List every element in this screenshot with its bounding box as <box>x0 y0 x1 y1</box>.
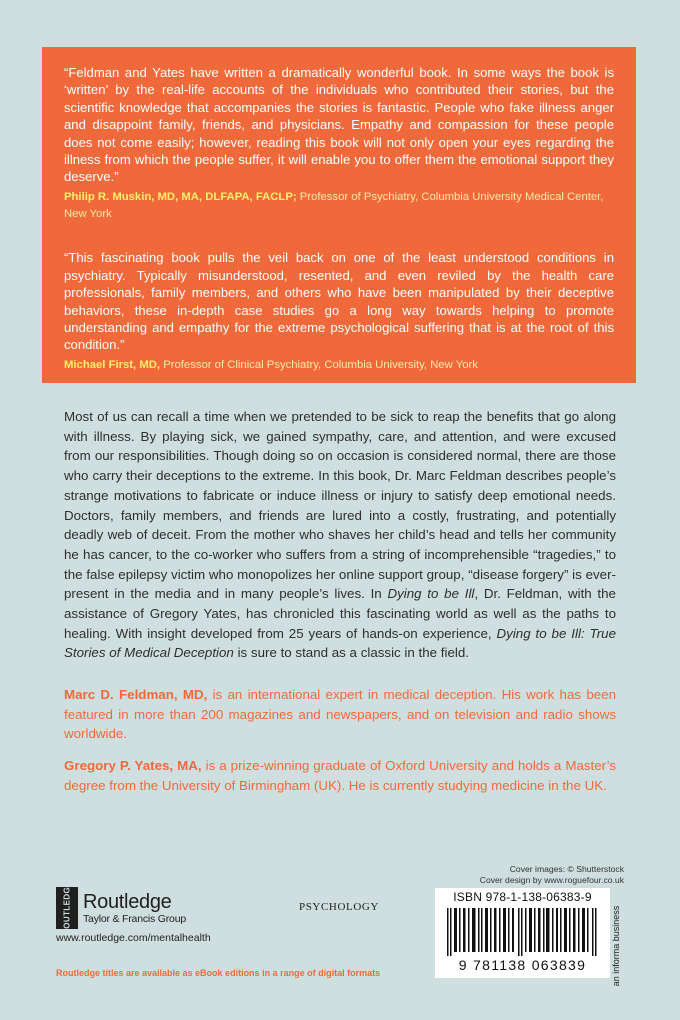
informa-text: an informa business <box>611 905 621 987</box>
endorser-name: Michael First, MD, <box>64 358 161 371</box>
barcode-bars <box>445 908 600 956</box>
description-text: is sure to stand as a classic in the field. <box>233 645 469 661</box>
isbn-barcode <box>435 888 610 978</box>
logo-mark-text: ROUTLEDGE <box>62 881 72 935</box>
publisher-website: www.routledge.com/mentalhealth <box>56 932 211 944</box>
routledge-logo-icon <box>56 881 78 935</box>
book-description <box>64 407 616 663</box>
cover-design-credit: Cover design by www.roguefour.co.uk <box>479 875 624 885</box>
endorser-affiliation: Professor of Psychiatry, Columbia University Medical Center, New York <box>64 190 604 220</box>
endorser-name: Philip R. Muskin, MD, MA, DLFAPA, FACLP; <box>64 190 297 203</box>
description-text: Most of us can recall a time when we pretended to be sick to reap the benefits that go along with illness. By playing sick, we gained sympathy, care, and attention, and were excused from our responsibilities. Though doing so on occasion is considered normal, there are those who carry their deceptions to the extreme. In this book, Dr. Marc Feldman describes people’s strange motivations to fabricate or induce illness or injury to satisfy deep emotional needs. Doctors, family members, and friends are lured into a costly, frustrating, and potentially deadly web of deceit. From the mother who shaves her child’s head and tells her community he has cancer, to the co-worker who suffers from a string of incomprehensible “tragedies,” to the false epilepsy victim who monopolizes her online support group, “disease forgery” is ever-present in the media and in many people’s lives. In <box>64 409 616 602</box>
author-bio-text: is a prize-winning graduate of Oxford University and holds a Master’s degree from the University of Birmingham (UK). He is currently studying medicine in the UK. <box>64 758 616 793</box>
endorsement-quote: “This fascinating book pulls the veil back on one of the least understood conditions in psychiatry. Typically misunderstood, resented, and even reviled by the health care professionals, family members, and others who have been manipulated by their deceptive behaviors, these in-depth case studies go a long way towards helping to promote understanding and empathy for the extreme psychological suffering that is at the root of this condition.” <box>64 250 614 353</box>
subject-category: PSYCHOLOGY <box>299 901 379 913</box>
author-name: Gregory P. Yates, MA, <box>64 758 202 773</box>
cover-credits <box>480 864 624 886</box>
endorsement-quote: “Feldman and Yates have written a dramatically wonderful book. In some ways the book is ‘written’ by the real-life accounts of the individuals who contributed their stories, but the scientific knowledge that accompanies the stories is fantastic. People who fake illness anger and disappoint family, friends, and physicians. Empathy and compassion for these people does not come easily; however, reading this book will not only open your eyes regarding the illness from which the people suffer, it will enable you to offer them the emotional support they deserve.” <box>64 65 614 185</box>
endorsement-attribution <box>64 357 614 374</box>
barcode-digits: 9 781138 063839 <box>458 957 587 973</box>
author-bio <box>64 685 616 744</box>
endorser-affiliation: Professor of Clinical Psychiatry, Columbia University, New York <box>163 358 478 371</box>
endorsements-panel <box>42 47 636 383</box>
publisher-name: Routledge <box>83 890 172 913</box>
informa-tagline <box>610 906 622 986</box>
author-bio <box>64 756 616 795</box>
book-title-italic: Dying to be Ill: True Stories of Medical Deception <box>64 625 616 661</box>
endorsement-attribution <box>64 189 614 223</box>
isbn-text: ISBN 978-1-138-06383-9 <box>453 890 592 904</box>
book-title-italic: Dying to be Ill <box>387 586 475 602</box>
author-name: Marc D. Feldman, MD, <box>64 687 208 702</box>
description-text: , Dr. Feldman, with the assistance of Gregory Yates, has chronicled this fascinating world as well as the paths to healing. With insight developed from 25 years of hands-on experience, <box>64 586 616 641</box>
cover-images-credit: Cover images: © Shutterstock <box>509 864 624 874</box>
ebook-note: Routledge titles are available as eBook editions in a range of digital formats <box>56 968 381 978</box>
author-bio-text: is an international expert in medical deception. His work has been featured in more than 200 magazines and newspapers, and on television and radio shows worldwide. <box>64 687 616 742</box>
publisher-logo <box>56 881 186 935</box>
publisher-group: Taylor & Francis Group <box>83 912 186 925</box>
